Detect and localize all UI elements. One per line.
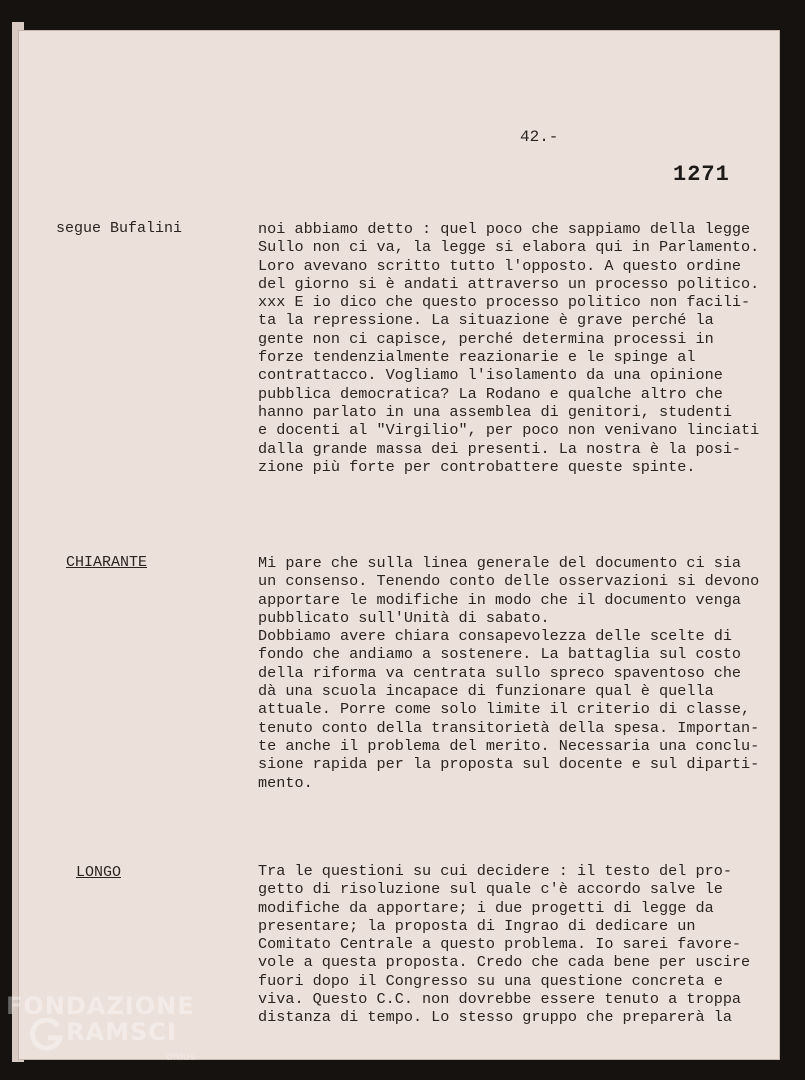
text-line: dalla grande massa dei presenti. La nostra è la posi-	[258, 439, 742, 458]
text-line: Mi pare che sulla linea generale del documento ci sia	[258, 554, 742, 572]
speech-paragraph	[258, 554, 778, 792]
text-line: un consenso. Tenendo conto delle osservazioni si devono	[258, 572, 760, 591]
watermark-g-icon	[30, 1018, 64, 1052]
text-line: e docenti al "Virgilio", per poco non venivano linciati	[258, 421, 760, 440]
text-line: della riforma va centrata sullo spreco spaventoso che	[258, 663, 742, 682]
text-line: forze tendenzialmente reazionarie e le spinge al	[258, 348, 696, 367]
text-line: zione più forte per controbattere queste spinte.	[258, 457, 696, 476]
watermark-logo	[6, 992, 206, 1074]
text-line: apportare le modifiche in modo che il documento venga	[258, 590, 742, 609]
text-line: hanno parlato in una assemblea di genitori, studenti	[258, 402, 732, 421]
text-line: Loro avevano scritto tutto l'opposto. A questo ordine	[258, 256, 742, 275]
text-line: sione rapida per la proposta sul docente e sul diparti-	[258, 755, 760, 774]
watermark-line3: onlus	[166, 1050, 196, 1063]
archive-stamp-number: 1271	[673, 162, 730, 187]
document-page	[18, 30, 780, 1060]
text-line: Tra le questioni su cui decidere : il testo del pro-	[258, 862, 732, 880]
text-line: contrattacco. Vogliamo l'isolamento da una opinione	[258, 366, 723, 385]
text-line: mento.	[258, 773, 313, 792]
text-line: modifiche da apportare; i due progetti di legge da	[258, 898, 714, 917]
speaker-label: segue Bufalini	[56, 220, 183, 237]
text-line: Dobbiamo avere chiara consapevolezza delle scelte di	[258, 627, 732, 646]
text-line: pubblica democratica? La Rodano e qualche altro che	[258, 384, 723, 403]
text-line: te anche il problema del merito. Necessaria una conclu-	[258, 736, 760, 755]
text-line: fuori dopo il Congresso su una questione concreta e	[258, 971, 723, 990]
text-line: del giorno si è andati attraverso un processo politico.	[258, 274, 760, 293]
text-line: viva. Questo C.C. non dovrebbe essere tenuto a troppa	[258, 990, 742, 1009]
text-line: dà una scuola incapace di funzionare qual è quella	[258, 682, 714, 701]
text-line: vole a questa proposta. Credo che cada bene per uscire	[258, 953, 751, 972]
watermark-line1: FONDAZIONE	[6, 992, 195, 1020]
text-line: gente non ci capisce, perché determina processi in	[258, 329, 714, 348]
text-line: ta la repressione. La situazione è grave perché la	[258, 311, 714, 330]
text-line: getto di risoluzione sul quale c'è accordo salve le	[258, 880, 723, 899]
text-line: distanza di tempo. Lo stesso gruppo che preparerà la	[258, 1008, 732, 1027]
text-line: attuale. Porre come solo limite il criterio di classe,	[258, 700, 751, 719]
watermark-line2: RAMSCI	[66, 1018, 177, 1046]
speaker-label: CHIARANTE	[66, 554, 148, 571]
speech-paragraph	[258, 220, 778, 476]
text-line: Comitato Centrale a questo problema. Io sarei favore-	[258, 935, 742, 954]
speech-paragraph	[258, 862, 778, 1027]
text-line: presentare; la proposta di Ingrao di dedicare un	[258, 916, 696, 935]
speaker-label: LONGO	[76, 864, 122, 881]
text-line: xxx E io dico che questo processo politico non facili-	[258, 293, 751, 312]
text-line: pubblicato sull'Unità di sabato.	[258, 608, 550, 627]
text-line: noi abbiamo detto : quel poco che sappiamo della legge	[258, 220, 751, 238]
text-line: fondo che andiamo a sostenere. La battaglia sul costo	[258, 645, 742, 664]
text-line: tenuto conto della transitorietà della spesa. Importan-	[258, 718, 760, 737]
text-line: Sullo non ci va, la legge si elabora qui in Parlamento.	[258, 238, 760, 257]
page-number: 42.-	[520, 128, 559, 146]
